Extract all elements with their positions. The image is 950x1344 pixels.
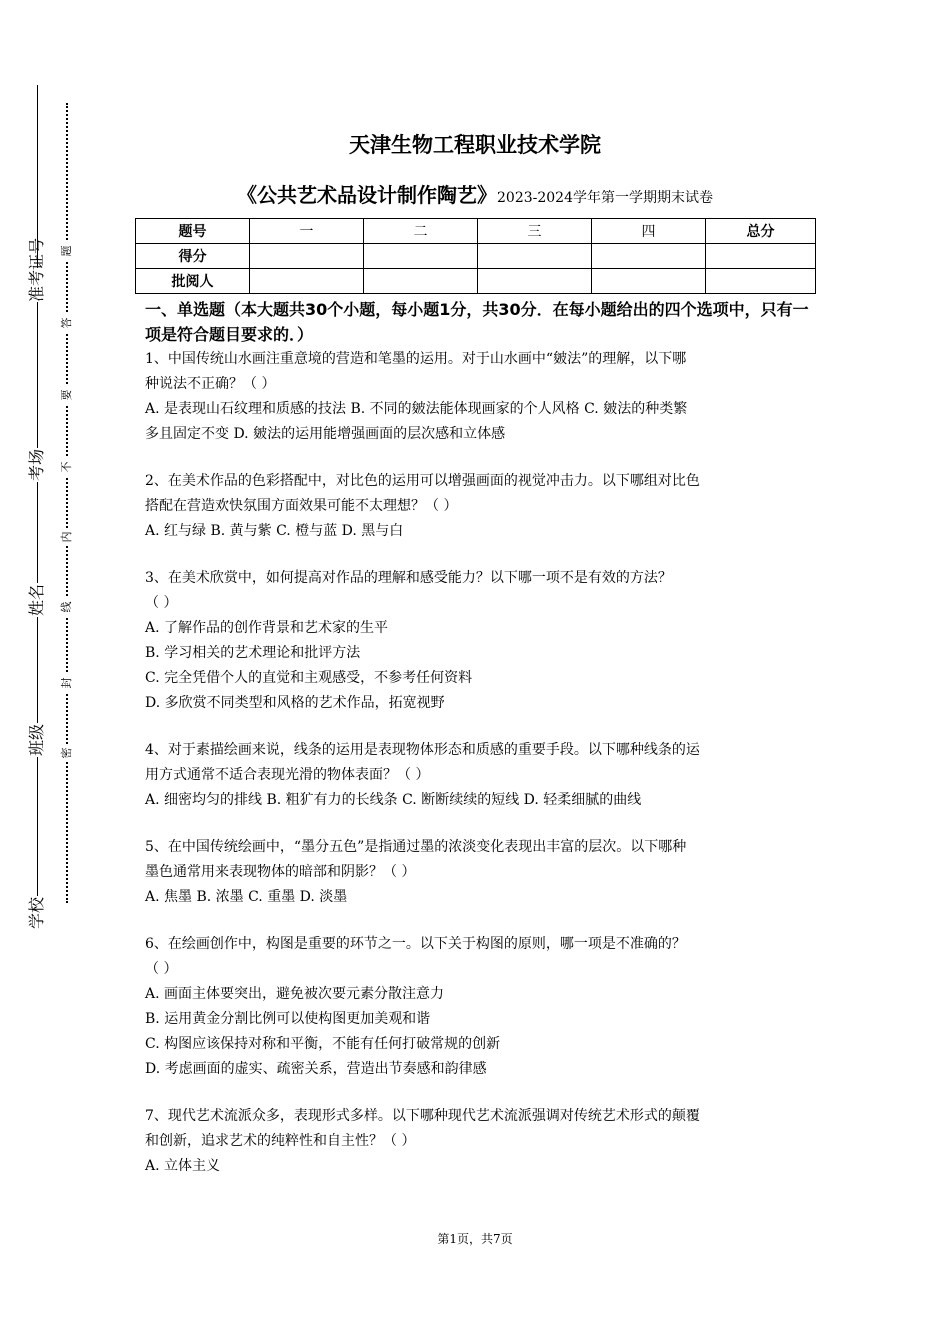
- option-line: C. 完全凭借个人的直觉和主观感受，不参考任何资料: [145, 670, 473, 686]
- question-line: （ ）: [145, 595, 178, 611]
- question-line: 6、在绘画创作中，构图是重要的环节之一。以下关于构图的原则，哪一项是不准确的？: [145, 936, 686, 952]
- row-label: 得分: [136, 244, 250, 269]
- grader-cell[interactable]: [250, 269, 364, 294]
- score-cell[interactable]: [364, 244, 478, 269]
- option-line: A. 细密均匀的排线 B. 粗犷有力的长线条 C. 断断续续的短线 D. 轻柔细腻的曲线: [145, 792, 642, 808]
- question-line: 种说法不正确？（ ）: [145, 376, 276, 392]
- question-line: 用方式通常不适合表现光滑的物体表面？（ ）: [145, 767, 430, 783]
- question-1: [145, 347, 813, 447]
- page-footer: 第1页，共7页: [437, 1232, 513, 1246]
- score-row: [136, 244, 816, 269]
- option-line: B. 运用黄金分割比例可以使构图更加美观和谐: [145, 1011, 431, 1027]
- option-line: D. 考虑画面的虚实、疏密关系，营造出节奏感和韵律感: [145, 1061, 487, 1077]
- seal-char: 线: [60, 598, 74, 616]
- header-cell: 题号: [136, 219, 250, 244]
- seal-char: 内: [60, 528, 74, 546]
- school-title: 天津生物工程职业技术学院: [349, 133, 601, 157]
- grader-cell[interactable]: [364, 269, 478, 294]
- score-cell[interactable]: [592, 244, 706, 269]
- header-cell: 四: [592, 219, 706, 244]
- field-exam-number: 准考证号: [27, 237, 46, 302]
- term-label: 2023-2024学年第一学期期末试卷: [497, 190, 713, 206]
- question-5: [145, 835, 813, 910]
- header-cell: 总分: [706, 219, 816, 244]
- header-cell: 三: [478, 219, 592, 244]
- option-line: 多且固定不变 D. 皴法的运用能增强画面的层次感和立体感: [145, 426, 506, 442]
- field-exam-room: 考场: [27, 449, 46, 482]
- score-cell[interactable]: [478, 244, 592, 269]
- question-line: 搭配在营造欢快氛围方面效果可能不太理想？（ ）: [145, 498, 458, 514]
- question-line: 7、现代艺术流派众多，表现形式多样。以下哪种现代艺术流派强调对传统艺术形式的颠覆: [145, 1108, 700, 1124]
- question-2: [145, 469, 813, 544]
- seal-char: 密: [60, 744, 74, 762]
- option-line: C. 构图应该保持对称和平衡，不能有任何打破常规的创新: [145, 1036, 501, 1052]
- question-line: （ ）: [145, 961, 178, 977]
- question-7: [145, 1104, 813, 1179]
- question-line: 4、对于素描绘画来说，线条的运用是表现物体形态和质感的重要手段。以下哪种线条的运: [145, 742, 700, 758]
- section-heading: 一、单选题（本大题共30个小题，每小题1分，共30分．在每小题给出的四个选项中，只有一项是符合题目要求的．）: [145, 300, 809, 344]
- option-line: A. 红与绿 B. 黄与紫 C. 橙与蓝 D. 黑与白: [145, 523, 404, 539]
- option-line: A. 是表现山石纹理和质感的技法 B. 不同的皴法能体现画家的个人风格 C. 皴法的种类繁: [145, 401, 688, 417]
- header-cell: 一: [250, 219, 364, 244]
- grader-row: [136, 269, 816, 294]
- score-table-header-row: [136, 219, 816, 244]
- score-cell[interactable]: [706, 244, 816, 269]
- question-line: 和创新，追求艺术的纯粹性和自主性？（ ）: [145, 1133, 416, 1149]
- exam-title: [0, 180, 950, 213]
- exam-content: [145, 297, 813, 1179]
- option-line: A. 立体主义: [145, 1158, 221, 1174]
- field-school: 学校: [27, 897, 46, 930]
- question-line: 墨色通常用来表现物体的暗部和阴影？（ ）: [145, 864, 416, 880]
- seal-dotted-line: [66, 103, 68, 903]
- question-6: [145, 932, 813, 1082]
- question-line: 3、在美术欣赏中，如何提高对作品的理解和感受能力？以下哪一项不是有效的方法？: [145, 570, 672, 586]
- course-title: 《公共艺术品设计制作陶艺》: [237, 183, 497, 207]
- field-class: 班级: [27, 724, 46, 757]
- option-line: A. 画面主体要突出，避免被次要元素分散注意力: [145, 986, 445, 1002]
- seal-char: 不: [60, 458, 74, 476]
- question-line: 1、中国传统山水画注重意境的营造和笔墨的运用。对于山水画中“皴法”的理解，以下哪: [145, 351, 687, 367]
- grader-cell[interactable]: [706, 269, 816, 294]
- question-line: 5、在中国传统绘画中，“墨分五色”是指通过墨的浓淡变化表现出丰富的层次。以下哪种: [145, 839, 687, 855]
- option-line: D. 多欣赏不同类型和风格的艺术作品，拓宽视野: [145, 695, 445, 711]
- row-label: 批阅人: [136, 269, 250, 294]
- option-line: A. 焦墨 B. 浓墨 C. 重墨 D. 淡墨: [145, 889, 348, 905]
- question-line: 2、在美术作品的色彩搭配中，对比色的运用可以增强画面的视觉冲击力。以下哪组对比色: [145, 473, 700, 489]
- seal-char: 封: [60, 674, 74, 692]
- option-line: B. 学习相关的艺术理论和批评方法: [145, 645, 361, 661]
- question-4: [145, 738, 813, 813]
- seal-char: 题: [60, 242, 74, 260]
- field-name: 姓名: [27, 584, 46, 617]
- grader-cell[interactable]: [478, 269, 592, 294]
- seal-char: 答: [60, 314, 74, 332]
- score-table: [135, 218, 816, 294]
- seal-char: 要: [60, 386, 74, 404]
- grader-cell[interactable]: [592, 269, 706, 294]
- header-cell: 二: [364, 219, 478, 244]
- question-3: [145, 566, 813, 716]
- score-cell[interactable]: [250, 244, 364, 269]
- option-line: A. 了解作品的创作背景和艺术家的生平: [145, 620, 389, 636]
